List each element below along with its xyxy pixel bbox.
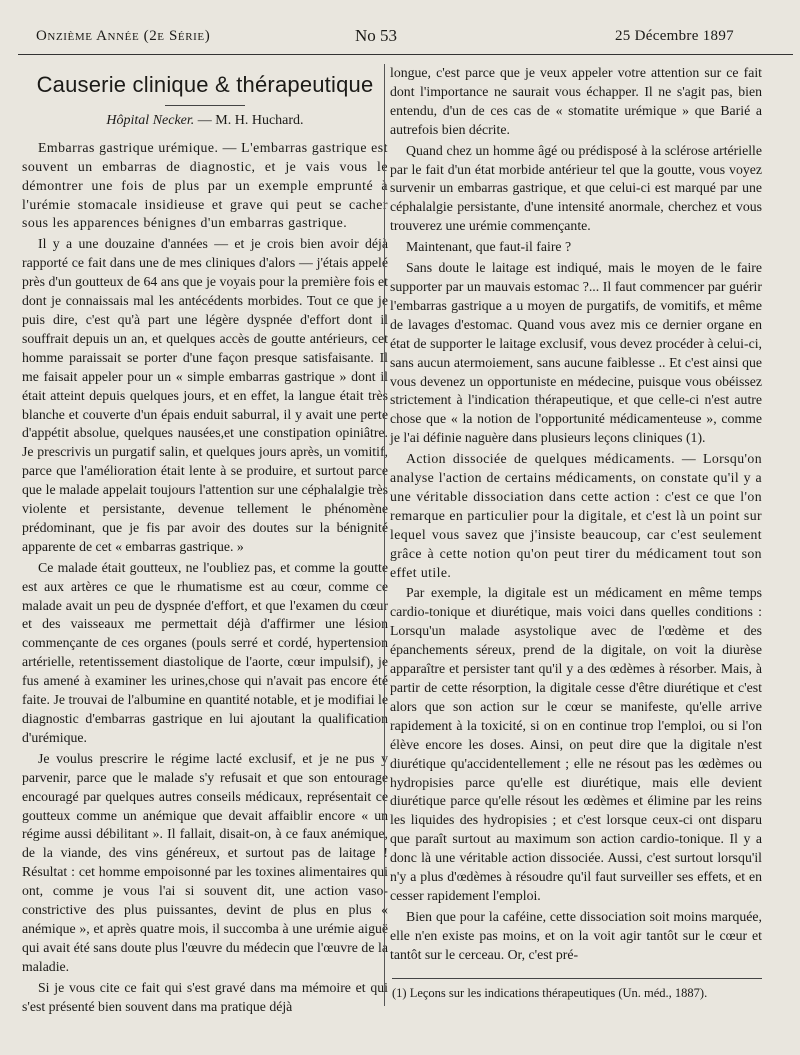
- paragraph: Maintenant, que faut-il faire ?: [406, 239, 572, 255]
- paragraph: Je voulus prescrire le régime lacté exclusif, et je ne pus y parvenir, parce que le malade s'y refusait et que son entourage encouragé par quelques autres conseils médicaux, représentait ce goutteux comme un anémique que devait affaiblir encore « un régime aussi débilitant ». Il fallait, disait-on, à ce faux anémique, de la viande, des vins généreux, et surtout pas de laitage ! Résultat : cet homme empoisonné par les toxines alimentaires qui ont, comme je vous l'ai si souvent dit, une action vaso-constrictive des plus puissantes, devint de plus en plus « anémique », et après quatre mois, il succomba à une urémie aiguë qui avait été sans doute plus l'œuvre du médecin que l'œuvre de la maladie.: [22, 750, 388, 974]
- paragraph: Ce malade était goutteux, ne l'oubliez pas, et comme la goutte est aux artères ce que le rhumatisme est au cœur, comme ce malade avait un peu de dyspnée d'effort, et que l'examen du cœur et des vaisseaux me permettait déjà d'affirmer une lésion commençante de ces organes (pouls serré et cordé, hypertension artérielle, retentissement diastolique de l'aorte, cœur impulsif), je fus amené à examiner les urines,chose qui n'avait pas encore été faite. Je trouvai de l'albumine en quantité notable, et je modifiai le diagnostic d'embarras gastrique en lui ajoutant la qualification d'urémique.: [22, 559, 388, 745]
- footnote-rule: [392, 978, 762, 979]
- column-divider: [384, 64, 385, 1006]
- footnote: (1) Leçons sur les indications thérapeutiques (Un. méd., 1887).: [392, 986, 708, 1000]
- byline-author: — M. H. Huchard.: [197, 112, 304, 128]
- paragraph: Action dissociée de quelques médicaments. — Lorsqu'on analyse l'action de certains médicaments, on constate qu'il y a une véritable dissociation dans cette action : c'est ce que l'on remarque en particulier pour la digitale, et c'est là un point sur lequel vous savez que j'insiste beaucoup, car c'est seulement grâce à cette notion qu'on peut tirer du médicament tout son effet utile.: [390, 451, 762, 580]
- left-column: [22, 64, 388, 1019]
- paragraph: longue, c'est parce que je veux appeler votre attention sur ce fait dont l'importance ne saurait vous échapper. Il ne s'agit pas, bien entendu, d'un de ces cas de « stomatite urémique » que Barié a autrefois bien décrite.: [390, 65, 762, 137]
- article-byline: [22, 112, 388, 131]
- issue-number: No 53: [355, 26, 398, 45]
- paragraph: Quand chez un homme âgé ou prédisposé à la sclérose artérielle par le fait d'un état morbide antérieur tel que la goutte, vous voyez survenir un embarras gastrique, et que celui-ci est marqué par une céphalalgie persistante, d'une intensité anormale, cherchez et vous trouverez une urémie commençante.: [390, 142, 762, 234]
- header-rule: [18, 54, 793, 55]
- issue-label: Onzième Année (2e Série): [36, 28, 211, 44]
- page-header: [0, 28, 800, 50]
- paragraph: Il y a une douzaine d'années — et je crois bien avoir déjà rapporté ce fait dans une de mes cliniques d'alors — j'étais appelé près d'un goutteux de 64 ans que je voyais pour la première fois et dont je connaissais mal les antécédents morbides. Tout ce que je puis dire, c'est qu'à part une légère dyspnée d'effort dont il souffrait depuis un an, et quelques accès de goutte antérieurs, cet homme paraissait se porter d'une façon presque satisfaisante. Il me faisait appeler pour un « simple embarras gastrique » dont il était atteint depuis quelques jours, et en effet, la langue était très blanche et couverte d'un épais enduit saburral, il y avait une perte d'appétit absolue, quelques nausées,et une constipation opiniâtre. Je prescrivis un purgatif salin, et quelques jours après, un vomitif, parce que l'amélioration était lente à se produire, et surtout parce que le malade appelait toujours l'attention sur une céphalalgie très violente et persistante, devenue tellement le phénomène prédominant, que je fis par avoir des doutes sur la bénignité apparente de cet « embarras gastrique. »: [22, 236, 388, 554]
- paragraph: Sans doute le laitage est indiqué, mais le moyen de le faire supporter par un mauvais estomac ?... Il faut commencer par guérir l'embarras gastrique a u moyen de purgatifs, de vomitifs, et même de lavages d'estomac. Quand vous avez mis ce dernier organe en état de supporter le laitage exclusif, vous devez procéder à celui-ci, sans aucun atermoiement, sans aucune faiblesse .. Et c'est ainsi que vous devenez un opportuniste en médecine, puisque vous obéissez strictement à l'indication thérapeutique, et que celle-ci n'est autre chose que « la notion de l'opportunité médicamenteuse », comme je l'ai définie naguère dans plusieurs leçons cliniques (1).: [390, 260, 762, 446]
- article-title: Causerie clinique & thérapeutique: [36, 72, 374, 97]
- issue-date: 25 Décembre 1897: [615, 28, 734, 44]
- title-rule: [165, 105, 245, 106]
- paragraph: Embarras gastrique urémique. — L'embarras gastrique est souvent un embarras de diagnostic, et je vais vous le démontrer une fois de plus par un exemple emprunté à l'urémie stomacale insidieuse et grave qui peut se cacher sous les apparences bénignes d'un embarras gastrique.: [22, 139, 388, 231]
- paragraph: Si je vous cite ce fait qui s'est gravé dans ma mémoire et qui s'est présenté bien souvent dans ma pratique déjà: [22, 979, 388, 1014]
- byline-place: Hôpital Necker.: [106, 112, 195, 128]
- paragraph: Bien que pour la caféine, cette dissociation soit moins marquée, elle n'en existe pas moins, et on la voit agir tantôt sur le cœur et tantôt sur le cerceau. Or, c'est pré-: [390, 908, 762, 962]
- paragraph: Par exemple, la digitale est un médicament en même temps cardio-tonique et diurétique, mais voici dans quelles conditions : Lorsqu'un malade asystolique avec de l'œdème et des épanchements séreux, prend de la digitale, on voit la diurèse apparaître et persister tant qu'il y a des œdèmes à résorber. Mais, à partir de cette résorption, la digitale cesse d'être diurétique et c'est alors que son action sur le cœur se manifeste, qu'elle arrive rapidement à la toxicité, si on en continue trop l'emploi, ou si l'on élève encore les doses. Ainsi, on peut dire que la digitale n'est diurétique qu'accidentellement ; elle ne résout pas les œdèmes ou hydropisies parce qu'elle est diurétique, mais elle devient diurétique parce qu'elle résout les œdèmes et élimine par les reins les liquides des hydropisies ; et c'est lorsque ceux-ci ont disparu que paraît surtout au maximum son action cardio-tonique. Il y a donc là une véritable action dissociée. Aussi, c'est surtout lorsqu'il n'y a plus d'œdèmes à résoudre qu'il faut surveiller ses effets, et en cesser rapidement l'emploi.: [390, 585, 762, 903]
- right-column: [390, 64, 762, 967]
